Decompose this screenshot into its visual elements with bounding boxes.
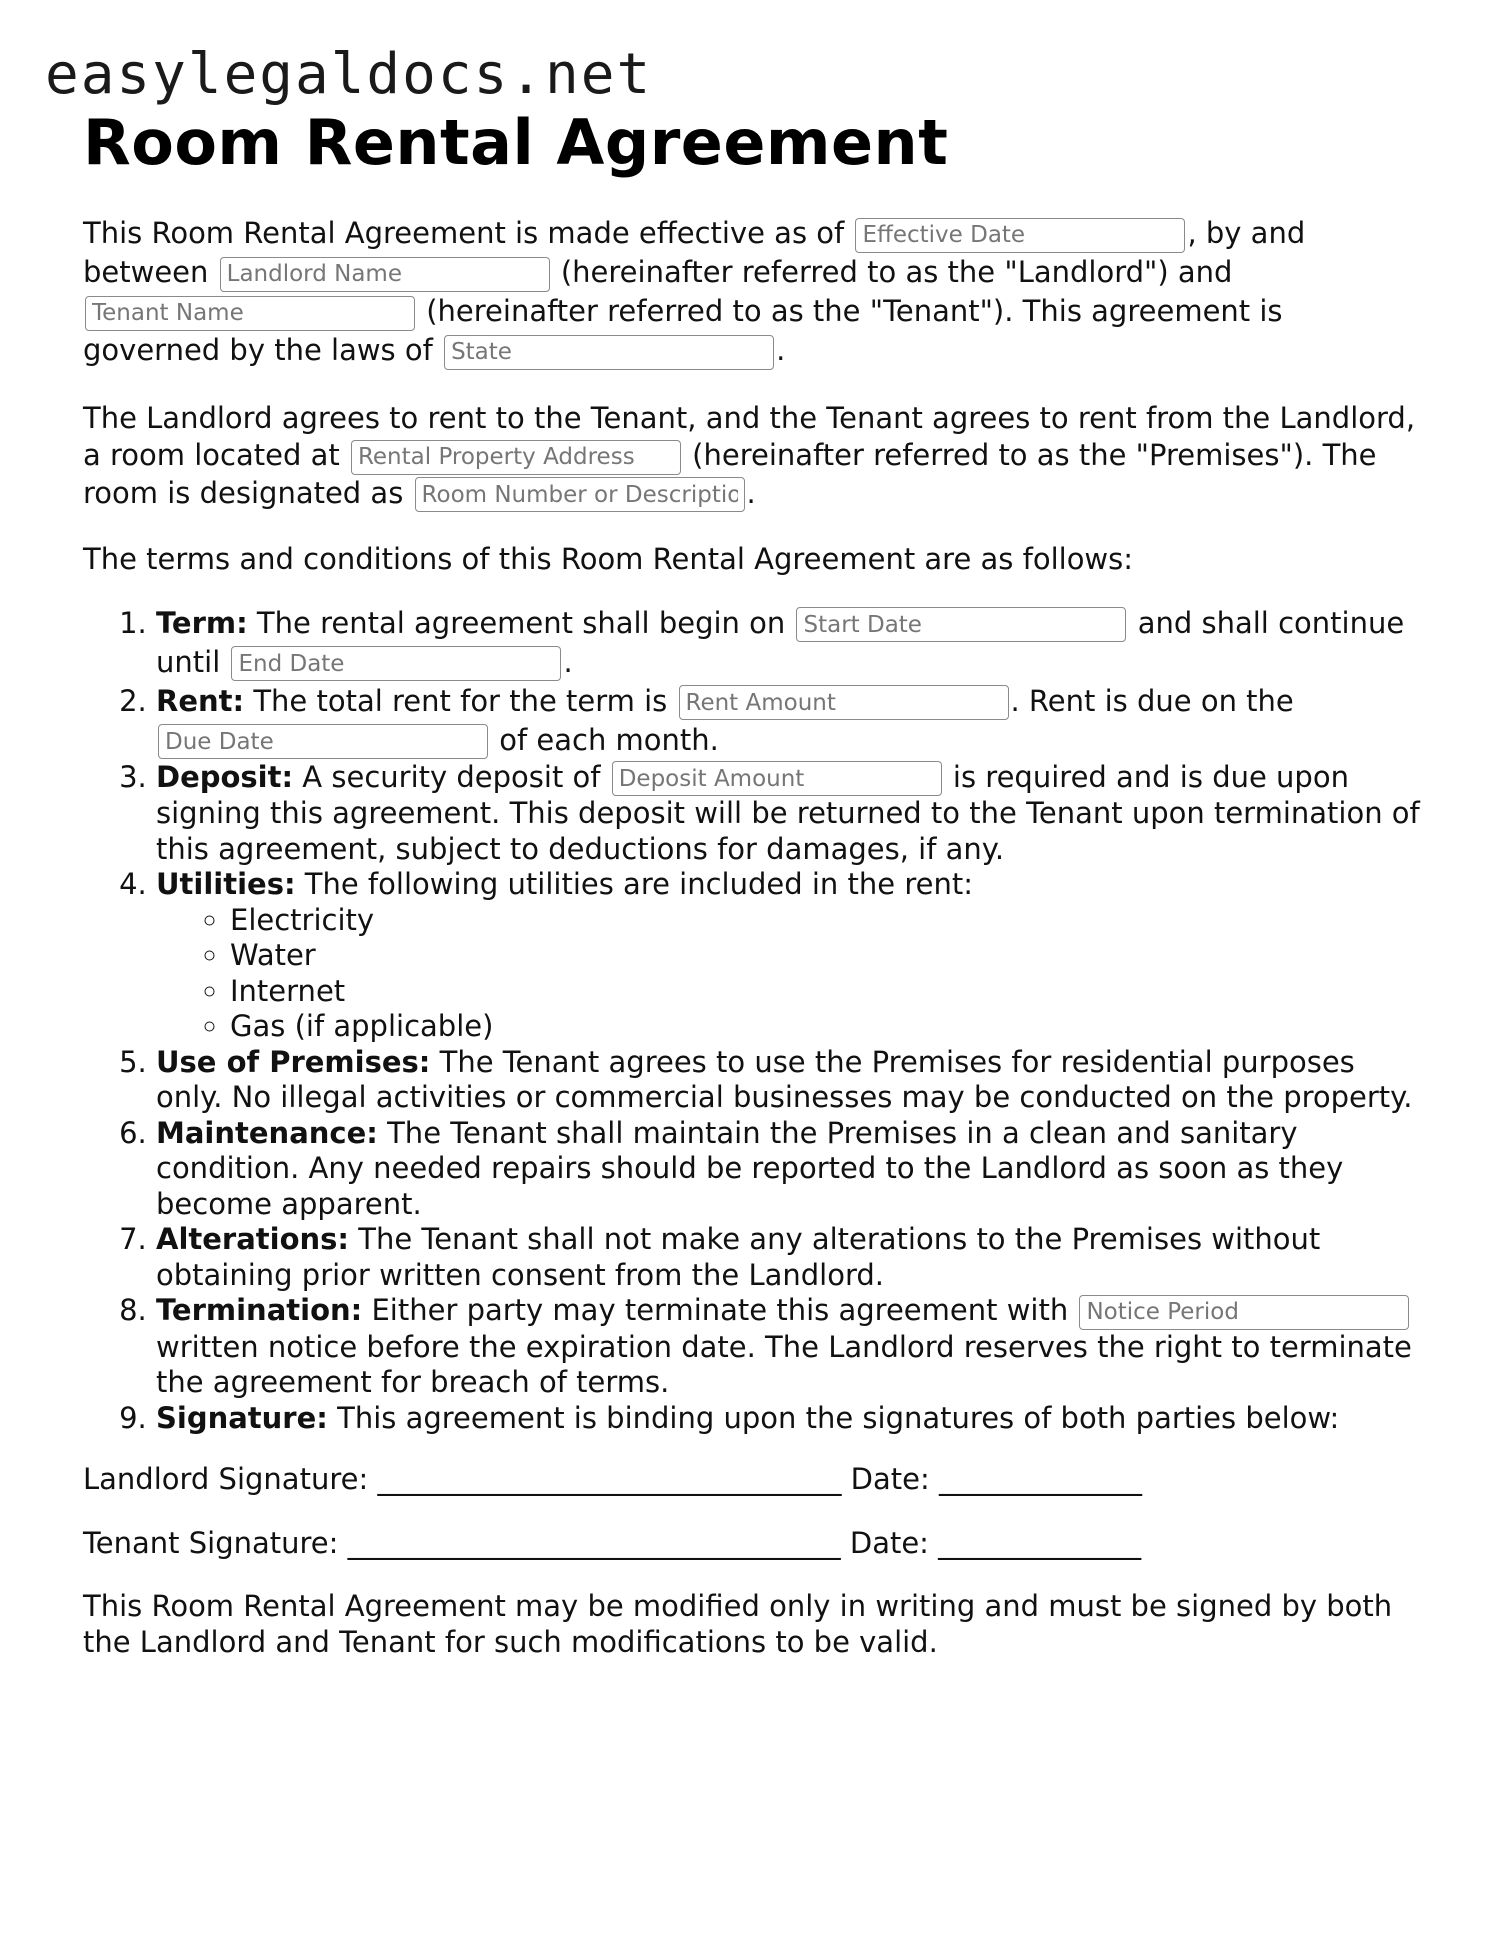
term-label: Term: (156, 605, 248, 640)
terms-intro: The terms and conditions of this Room Rental Agreement are as follows: (83, 542, 1134, 576)
term-text-1: The rental agreement shall begin on (247, 605, 795, 640)
due-date-input[interactable] (158, 724, 488, 759)
term-item-deposit (156, 760, 1423, 868)
term-item-termination (156, 1293, 1423, 1401)
tenant-signature-line: Tenant Signature: __________________________________ Date: ______________ (83, 1525, 1142, 1560)
term-item-alterations (156, 1222, 1423, 1293)
alterations-text: The Tenant shall not make any alterations to the Premises without obtaining prior written consent from the Landlord. (156, 1222, 1321, 1292)
signature-label: Signature: (156, 1400, 328, 1435)
rent-text-3: of each month. (490, 722, 719, 757)
term-text-2: and shall continue until (156, 605, 1405, 679)
effective-date-input[interactable] (855, 218, 1185, 253)
deposit-text-2: is required and is due upon signing this agreement. This deposit will be returned to the Tenant upon termination of this agreement, subject to deductions for damages, if any. (156, 759, 1420, 866)
rent-text-2: . Rent is due on the (1010, 683, 1294, 718)
landlord-signature-line: Landlord Signature: ________________________________ Date: ______________ (83, 1462, 1142, 1496)
intro-text-1: This Room Rental Agreement is made effective as of (83, 216, 854, 250)
deposit-label: Deposit: (156, 759, 294, 794)
term-item-use-of-premises (156, 1045, 1423, 1116)
utility-item: ◦ Water (230, 938, 1423, 974)
term-item-utilities (156, 867, 1423, 1045)
landlord-name-input[interactable] (220, 257, 550, 292)
room-number-input[interactable] (415, 477, 745, 512)
use-text: The Tenant agrees to use the Premises for residential purposes only. No illegal activities or commercial businesses may be conducted on the property. (156, 1044, 1413, 1114)
use-label: Use of Premises: (156, 1044, 431, 1079)
utilities-list (156, 903, 1423, 1045)
term-item-rent (156, 682, 1423, 760)
state-input[interactable] (444, 335, 774, 370)
utility-item: ◦ Internet (230, 974, 1423, 1010)
intro-text-3: (hereinafter referred to as the "Landlord") and (551, 255, 1233, 289)
premises-text-2: (hereinafter referred to as the "Premises"). The room is designated as (83, 438, 1377, 510)
premises-text-3: . (746, 475, 756, 510)
intro-text-5: . (776, 333, 786, 367)
site-brand: easylegaldocs.net (45, 42, 653, 107)
deposit-text-1: A security deposit of (293, 759, 610, 794)
premises-text-1: The Landlord agrees to rent to the Tenant, and the Tenant agrees to rent from the Landlord, a room located at (83, 401, 1416, 472)
agreement-document (83, 108, 1423, 1660)
utilities-label: Utilities: (156, 867, 296, 901)
maintenance-text: The Tenant shall maintain the Premises in a clean and sanitary condition. Any needed repairs should be reported to the Landlord as soon as they become apparent. (156, 1115, 1344, 1221)
rent-text-1: The total rent for the term is (244, 683, 677, 718)
closing-paragraph: This Room Rental Agreement may be modified only in writing and must be signed by both the Landlord and Tenant for such modifications to be valid. (83, 1589, 1393, 1659)
rental-property-address-input[interactable] (351, 440, 681, 475)
signature-text: This agreement is binding upon the signatures of both parties below: (327, 1400, 1340, 1435)
termination-text-1: Either party may terminate this agreement with (362, 1293, 1078, 1327)
term-item-signature (156, 1401, 1423, 1437)
notice-period-input[interactable] (1079, 1295, 1409, 1330)
terms-list (83, 604, 1423, 1437)
maintenance-label: Maintenance: (156, 1115, 378, 1150)
page-title: Room Rental Agreement (83, 106, 949, 179)
tenant-name-input[interactable] (85, 296, 415, 331)
alterations-label: Alterations: (156, 1222, 350, 1256)
termination-label: Termination: (156, 1293, 363, 1327)
rent-label: Rent: (156, 683, 245, 718)
term-item-term (156, 604, 1423, 682)
start-date-input[interactable] (796, 607, 1126, 642)
utilities-text: The following utilities are included in the rent: (295, 867, 973, 901)
intro-text-4: (hereinafter referred to as the "Tenant"). This agreement is governed by the laws of (83, 294, 1283, 367)
termination-text-2: written notice before the expiration date. The Landlord reserves the right to terminate the agreement for breach of terms. (156, 1329, 1412, 1399)
term-text-3: . (563, 644, 573, 679)
rent-amount-input[interactable] (679, 685, 1009, 720)
utility-item: ◦ Gas (if applicable) (230, 1009, 1423, 1045)
term-item-maintenance (156, 1116, 1423, 1223)
deposit-amount-input[interactable] (612, 761, 942, 796)
premises-paragraph (83, 400, 1423, 512)
intro-text-2: , by and between (83, 216, 1306, 289)
end-date-input[interactable] (231, 646, 561, 681)
intro-paragraph (83, 214, 1423, 370)
utility-item: ◦ Electricity (230, 903, 1423, 939)
